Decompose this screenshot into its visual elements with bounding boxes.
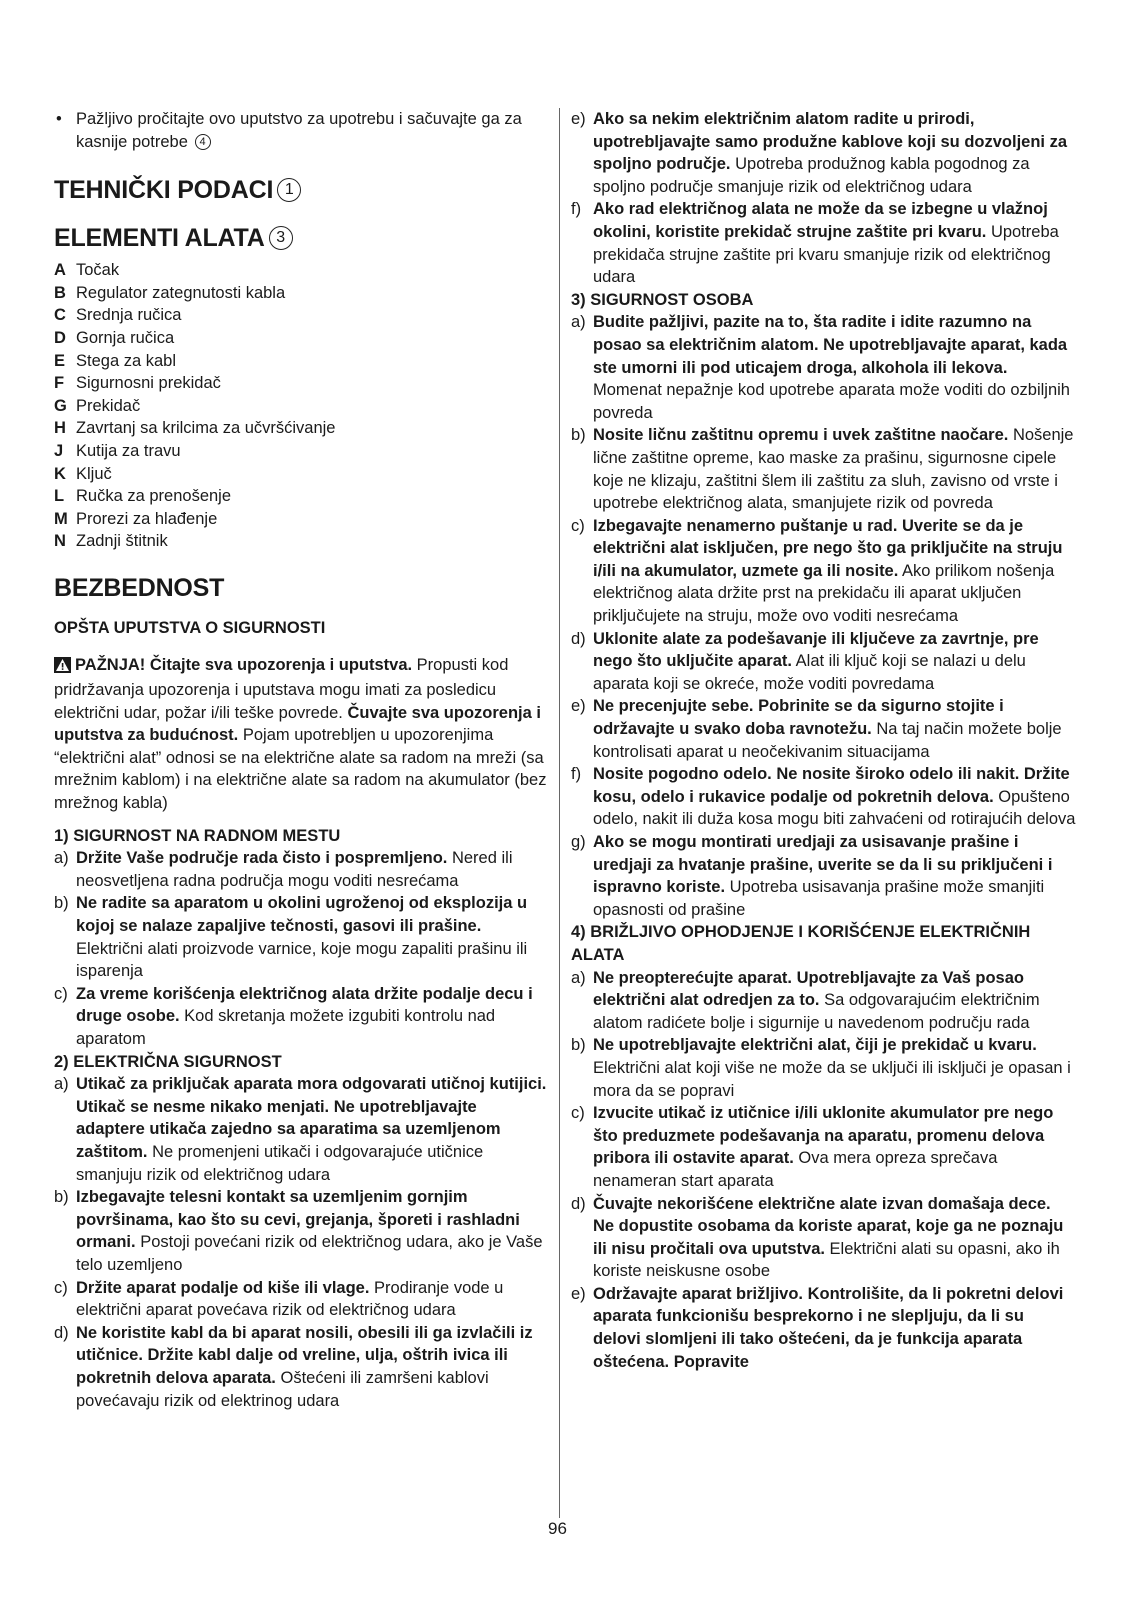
item-bold-text: Budite pažljivi, pazite na to, šta radite i idite razumno na posao sa električnim alatom. Ne upotrebljavajte aparat, kada ste umorni ili pod uticajem droga, alkohola ili lekova. [593,313,1068,377]
element-item [54,463,550,486]
item-bold-text: Izbegavajte nenamerno puštanje u rad. Uverite se da je električni alat isključen, pre nego što ga priključite na struju i/ili na akumulator, uzmete ga ili nosite. [593,516,1063,580]
item-text [593,967,1076,1035]
item-marker: a) [54,849,69,868]
item-marker: d) [571,1194,586,1213]
item-text [593,628,1076,696]
warning-icon [54,657,71,680]
element-item [54,372,550,395]
section-4-heading [571,921,1076,966]
item-bold-text: Nosite pogodno odelo. Ne nosite široko odelo ili nakit. Držite kosu, odelo i rukavice podalje od pokretnih delova. [593,765,1070,806]
item-text [593,1102,1076,1192]
item-bold-text: Nosite ličnu zaštitnu opremu i uvek zaštitne naočare. [593,426,1009,445]
item-marker: e) [571,110,586,128]
item-text [593,1283,1076,1373]
safety-list-item [571,198,1076,288]
item-text [593,108,1076,198]
element-label: Srednja ručica [76,306,182,325]
element-label: Regulator zategnutosti kabla [76,283,286,302]
item-normal-text: Nošenje lične zaštitne opreme, kao maske za prašinu, sigurnosne cipele koje ne klizaju, zaštitni šlem ili zaštitu za sluh, zavisno od vrste i upotrebe električnog alata, smanjujete rizik od povreda [593,426,1074,513]
column-divider [559,108,560,1518]
safety-list-item [571,515,1076,628]
item-text [593,198,1076,288]
safety-list-item [571,1193,1076,1283]
elements-list [54,259,550,553]
section-3-list [571,311,1076,921]
element-label: Ručka za prenošenje [76,487,232,506]
item-normal-text: Kod skretanja možete izgubiti kontrolu nad aparatom [76,1007,496,1048]
item-text [76,1322,550,1412]
element-item [54,327,550,350]
element-key: M [54,509,68,528]
section-4-list [571,967,1076,1374]
section-2-list [54,1073,550,1412]
item-normal-text: Upotreba usisavanja prašine može smanjiti opasnosti od prašine [593,878,1045,919]
warning-bold-2: Čuvajte sva upozorenja i uputstva za budućnost. [54,703,541,745]
safety-list-item [571,424,1076,514]
item-normal-text: Oštećeni ili zamršeni kablovi povećavaju rizik od elektrinog udara [76,1368,489,1410]
item-text [593,1034,1076,1102]
page-number: 96 [548,1519,567,1538]
safety-list-item [571,695,1076,763]
figure-ref-badge: 1 [277,178,301,202]
item-normal-text: Električni alati proizvode varnice, koje mogu zapaliti prašinu ili isparenja [76,939,528,981]
element-label: Prorezi za hlađenje [76,509,218,528]
safety-list-item [571,763,1076,831]
item-bold-text: Ne preopterećujte aparat. Upotrebljavajte za Vaš posao električni alat odredjen za to. [593,968,1024,1010]
safety-list-item [54,1277,550,1322]
item-marker: a) [54,1075,69,1094]
item-normal-text: Električni alati su opasni, ako ih koriste neiskusne osobe [593,1239,1060,1281]
item-marker: d) [571,629,586,648]
item-normal-text: Alat ili ključ koji se nalazi u delu aparata koji se okreće, može voditi povredama [593,652,1026,693]
item-text [593,763,1076,831]
element-item [54,485,550,508]
item-bold-text: Držite aparat podalje od kiše ili vlage. [76,1278,370,1297]
safety-list-item [571,1102,1076,1192]
item-normal-text: Postoji povećani rizik od električnog udara, ako je Vaše telo uzemljeno [76,1233,543,1274]
item-bold-text: Ne koristite kabl da bi aparat nosili, obesili ili ga izvlačili iz utičnice. Držite kabl dalje od vreline, ulja, oštrih ivica ili pokretnih delova aparata. [76,1323,533,1387]
bullet-marker: • [56,110,62,128]
element-key: K [54,464,66,483]
item-marker: f) [571,200,582,219]
item-text [593,695,1076,763]
item-marker: c) [54,1278,68,1297]
element-key: H [54,419,66,438]
element-key: L [54,487,65,506]
section-1-heading: 1) SIGURNOST NA RADNOM MESTU [54,826,341,845]
right-column [571,108,1076,1373]
left-column [54,108,550,1412]
item-marker: g) [571,833,586,851]
element-key: N [54,532,66,551]
element-label: Ključ [76,464,112,483]
intro-bullet [54,108,550,153]
element-label: Točak [76,261,120,280]
element-key: B [54,283,66,302]
item-bold-text: Za vreme korišćenja električnog alata držite podalje decu i druge osobe. [76,984,533,1026]
item-normal-text: Nered ili neosvetljena radna područja mogu voditi nesrećama [76,849,513,890]
item-marker: b) [54,1188,69,1207]
element-label: Zadnji štitnik [76,532,168,551]
item-text [593,831,1076,921]
element-item [54,417,550,440]
safety-list-item [54,983,550,1051]
section-3-heading: 3) SIGURNOST OSOBA [571,290,754,309]
item-text [76,1186,550,1276]
element-item [54,530,550,553]
item-normal-text: Prodiranje vode u električni aparat povećava rizik od električnog udara [76,1278,504,1320]
item-text [593,424,1076,514]
item-bold-text: Ako rad električnog alata ne može da se izbegne u vlažnoj okolini, koristite prekidač strujne zaštite pri kvaru. [593,200,1048,241]
item-bold-text: Ne radite sa aparatom u okolini ugroženoj od eksplozija u kojoj se nalaze zapaljive tečnosti, gasovi ili prašine. [76,894,528,936]
section-2-heading: 2) ELEKTRIČNA SIGURNOST [54,1052,282,1071]
item-normal-text: Opušteno odelo, nakit ili duža kosa mogu biti zahvaćeni od rotirajućih delova [593,787,1076,829]
intro-text: Pažljivo pročitajte ovo uputstvo za upotrebu i sačuvajte ga za kasnije potrebe [76,110,522,151]
item-bold-text: Održavajte aparat brižljivo. Kontrolišite, da li pokretni delovi aparata funkcionišu besprekorno i ne slepljuju, da li su delovi slomljeni ili tako oštećeni, da je funkcija aparata oštećena. Popravite [593,1284,1064,1371]
figure-ref-badge: 3 [269,226,293,250]
item-marker: c) [571,516,585,535]
item-marker: b) [571,426,586,445]
safety-list-item [571,628,1076,696]
element-key: F [54,374,65,393]
safety-list-item [571,1034,1076,1102]
elements-heading [54,223,550,253]
element-item [54,395,550,418]
item-text [76,847,550,892]
safety-list-item [571,831,1076,921]
item-bold-text: Ako se mogu montirati uredjaji za usisavanje prašine i uredjaji za hvatanje prašine, uverite se da li su priključeni i ispravno koriste. [593,833,1053,897]
element-label: Stega za kabl [76,351,176,370]
item-text [593,311,1076,424]
item-marker: a) [571,968,586,987]
item-normal-text: Ova mera opreza sprečava nenameran start aparata [593,1149,998,1190]
safety-list-item [571,1283,1076,1373]
item-normal-text: Ne promenjeni utikači i odgovarajuće utičnice smanjuju rizik od električnog udara [76,1142,484,1184]
item-normal-text: Sa odgovarajućim električnim alatom radićete bolje i sigurnije u navedenom području rada [593,991,1040,1032]
item-text [593,1193,1076,1283]
warning-text-1: Propusti kod pridržavanja upozorenja i uputstava mogu imati za posledicu električni udar, požar i/ili teške povrede. [54,655,509,722]
item-normal-text: Ako prilikom nošenja električnog alata držite prst na prekidaču ili aparat uključen priključujete na struju, može ovo voditi nesrećama [593,561,1055,626]
item-normal-text: Na taj način možete bolje kontrolisati aparat u neočekivanim situacijama [593,720,1062,761]
safety-list-item [54,1186,550,1276]
item-marker: d) [54,1323,69,1342]
item-bold-text: Izvucite utikač iz utičnice i/ili uklonite akumulator pre nego što preduzmete podešavanja na aparatu, promenu delova pribora ili ostavite aparat. [593,1104,1054,1168]
item-marker: e) [571,697,586,716]
section-1-list [54,847,550,1050]
element-label: Gornja ručica [76,328,175,347]
item-marker: c) [571,1104,585,1123]
element-key: C [54,306,66,325]
warning-text-2: Pojam upotrebljen u upozorenjima “električni alat” odnosi se na električne alate sa radom na mreži (sa mrežnim kablom) i na električne alate sa radom na akumulator (bez mrežnog kabla) [54,726,547,813]
element-item [54,508,550,531]
item-marker: b) [54,894,69,913]
item-bold-text: Utikač za priključak aparata mora odgovarati utičnoj kutijici. Utikač se nesme nikako menjati. Ne upotrebljavajte adaptere utikača zajedno sa aparatima sa uzemljenom zaštitom. [76,1075,547,1161]
safety-heading: BEZBEDNOST [54,573,225,602]
figure-ref-badge: 4 [195,134,211,150]
item-normal-text: Momenat nepažnje kod upotrebe aparata može voditi do ozbiljnih povreda [593,381,1070,422]
item-marker: f) [571,765,582,784]
safety-list-item [54,847,550,892]
item-bold-text: Uklonite alate za podešavanje ili ključeve za zavrtnje, pre nego što uključite aparat. [593,629,1039,671]
element-key: G [54,396,67,415]
item-normal-text: Električni alat koji više ne može da se uključi ili isključi je opasan i mora da se popravi [593,1058,1071,1100]
item-text [76,1277,550,1322]
warning-bold-1: PAŽNJA! Čitajte sva upozorenja i uputstva. [75,655,413,674]
safety-list-item [571,108,1076,198]
safety-list-item [54,892,550,982]
safety-list-item [571,967,1076,1035]
item-marker: a) [571,313,586,332]
element-key: E [54,351,66,370]
item-bold-text: Izbegavajte telesni kontakt sa uzemljenim gornjim površinama, kao što su cevi, grejanja, šporeti i rashladni ormani. [76,1188,520,1252]
item-bold-text: Ne precenjujte sebe. Pobrinite se da sigurno stojite i održavajte u svako doba ravnotežu. [593,697,1004,739]
item-normal-text: Upotreba prekidača strujne zaštite pri kvaru smanjuje rizik od električnog udara [593,222,1059,287]
element-item [54,440,550,463]
element-key: D [54,328,66,347]
element-item [54,350,550,373]
element-key: J [54,441,64,460]
element-label: Prekidač [76,396,141,415]
element-item [54,304,550,327]
item-marker: e) [571,1284,586,1303]
item-marker: b) [571,1036,586,1055]
item-bold-text: Držite Vaše područje rada čisto i pospremljeno. [76,849,448,868]
element-label: Sigurnosni prekidač [76,374,221,393]
warning-paragraph [54,654,550,815]
item-normal-text: Upotreba produžnog kabla pogodnog za spoljno područje smanjuje rizik od električnog udara [593,155,1030,196]
element-item [54,282,550,305]
item-bold-text: Ne upotrebljavajte električni alat, čiji je prekidač u kvaru. [593,1036,1037,1055]
item-marker: c) [54,984,68,1003]
tech-data-heading [54,175,550,205]
element-label: Kutija za travu [76,441,181,460]
element-label: Zavrtanj sa krilcima za učvršćivanje [76,419,336,438]
heading-text: TEHNIČKI PODACI [54,176,274,205]
item-bold-text: Ako sa nekim električnim alatom radite u prirodi, upotrebljavajte samo produžne kablove koji su dozvoljeni za spoljno područje. [593,110,1068,174]
item-bold-text: Čuvajte nekorišćene električne alate izvan domašaja dece. Ne dopustite osobama da koriste aparat, koje ga ne poznaju ili nisu pročitali ova uputstva. [593,1194,1064,1258]
safety-list-item [54,1073,550,1186]
item-text [76,1073,550,1186]
section-2-list-continued [571,108,1076,289]
general-safety-heading: OPŠTA UPUTSTVA O SIGURNOSTI [54,618,326,637]
heading-text: 4) BRIŽLJIVO OPHODJENJE I KORIŠĆENJE ELEKTRIČNIH ALATA [571,923,1031,964]
item-text [76,983,550,1051]
item-text [76,892,550,982]
element-key: A [54,261,66,280]
heading-text: ELEMENTI ALATA [54,224,265,253]
safety-list-item [571,311,1076,424]
safety-list-item [54,1322,550,1412]
element-item [54,259,550,282]
item-text [593,515,1076,628]
